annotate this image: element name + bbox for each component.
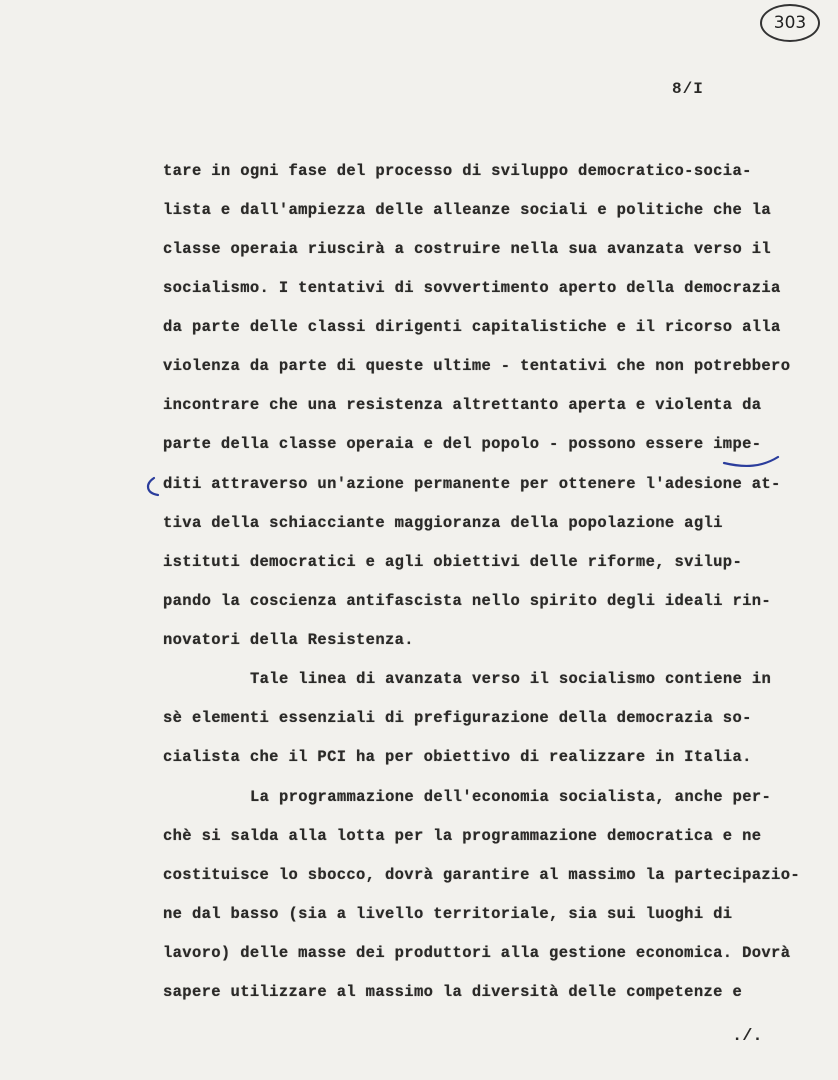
archive-number-stamp: 303 (760, 4, 820, 42)
pen-underline-mark (724, 457, 778, 466)
text-line: costituisce lo sbocco, dovrà garantire al massimo la partecipazio- (163, 866, 800, 884)
text-line: ne dal basso (sia a livello territoriale, sia sui luoghi di (163, 905, 733, 923)
text-line: lavoro) delle masse dei produttori alla gestione economica. Dovrà (163, 944, 791, 962)
text-line: classe operaia riuscirà a costruire nella sua avanzata verso il (163, 240, 772, 258)
text-line: da parte delle classi dirigenti capitalistiche e il ricorso alla (163, 318, 781, 336)
text-line: novatori della Resistenza. (163, 631, 414, 649)
text-line: incontrare che una resistenza altrettanto aperta e violenta da (163, 396, 762, 414)
continuation-mark: ./. (732, 1027, 763, 1046)
text-line: violenza da parte di queste ultime - tentativi che non potrebbero (163, 357, 791, 375)
text-line: pando la coscienza antifascista nello spirito degli ideali rin- (163, 592, 772, 610)
text-line: diti attraverso un'azione permanente per ottenere l'adesione at- (163, 475, 781, 493)
pen-margin-mark (148, 478, 158, 495)
text-line: sè elementi essenziali di prefigurazione della democrazia so- (163, 709, 752, 727)
text-line: socialismo. I tentativi di sovvertimento aperto della democrazia (163, 279, 781, 297)
text-line: istituti democratici e agli obiettivi delle riforme, svilup- (163, 553, 743, 571)
text-line: parte della classe operaia e del popolo - possono essere impe- (163, 435, 762, 453)
text-line: sapere utilizzare al massimo la diversità delle competenze e (163, 983, 743, 1001)
text-line: Tale linea di avanzata verso il socialismo contiene in (250, 670, 772, 688)
page-number: 8/I (672, 80, 704, 98)
text-line: tiva della schiacciante maggioranza della popolazione agli (163, 514, 723, 532)
text-line: tare in ogni fase del processo di sviluppo democratico-socia- (163, 162, 752, 180)
text-line: chè si salda alla lotta per la programmazione democratica e ne (163, 827, 762, 845)
text-line: lista e dall'ampiezza delle alleanze sociali e politiche che la (163, 201, 772, 219)
text-line: cialista che il PCI ha per obiettivo di realizzare in Italia. (163, 748, 752, 766)
text-line: La programmazione dell'economia socialista, anche per- (250, 788, 772, 806)
